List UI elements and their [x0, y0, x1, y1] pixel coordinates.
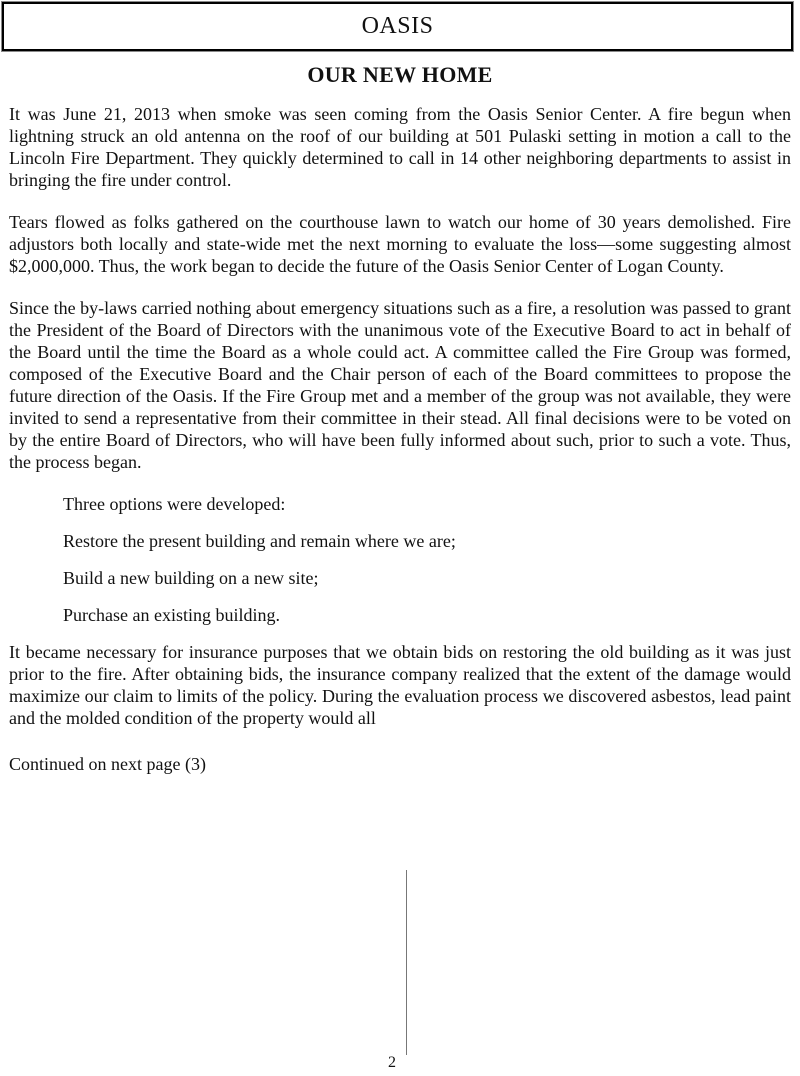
options-intro: Three options were developed:: [63, 494, 286, 514]
option-build-new: Build a new building on a new site;: [63, 568, 319, 588]
paragraph-demolition: Tears flowed as folks gathered on the courthouse lawn to watch our home of 30 years demolished. Fire adjustors both locally and state-wide met the next morning to evaluate the loss—some suggesting almost $2,000,000. Thus, the work began to decide the future of the Oasis Senior Center of Logan County.: [9, 212, 791, 276]
masthead-box: [2, 2, 793, 51]
page-title: OUR NEW HOME: [307, 62, 493, 87]
paragraph-fire-event: It was June 21, 2013 when smoke was seen coming from the Oasis Senior Center. A fire begun when lightning struck an old antenna on the roof of our building at 501 Pulaski setting in motion a call to the Lincoln Fire Department. They quickly determined to call in 14 other neighboring departments to assist in bringing the fire under control.: [9, 104, 791, 190]
option-restore: Restore the present building and remain where we are;: [63, 531, 456, 551]
option-purchase: Purchase an existing building.: [63, 605, 280, 625]
article-body: [9, 103, 791, 775]
column-divider-line: [406, 870, 407, 1055]
masthead-title: OASIS: [361, 12, 434, 39]
options-list: [9, 493, 791, 626]
continuation-note: Continued on next page (3): [9, 754, 206, 774]
page-number: 2: [388, 1054, 396, 1071]
paragraph-insurance: It became necessary for insurance purposes that we obtain bids on restoring the old building as it was just prior to the fire. After obtaining bids, the insurance company realized that the extent of the damage would maximize our claim to limits of the policy. During the evaluation process we discovered asbestos, lead paint and the molded condition of the property would all: [9, 642, 791, 728]
paragraph-fire-group: Since the by-laws carried nothing about emergency situations such as a fire, a resolution was passed to grant the President of the Board of Directors with the unanimous vote of the Executive Board to act in behalf of the Board until the time the Board as a whole could act. A committee called the Fire Group was formed, composed of the Executive Board and the Chair person of each of the Board committees to propose the future direction of the Oasis. If the Fire Group met and a member of the group was not available, they were invited to send a representative from their committee in their stead. All final decisions were to be voted on by the entire Board of Directors, who will have been fully informed about such, prior to such a vote. Thus, the process began.: [9, 298, 791, 472]
